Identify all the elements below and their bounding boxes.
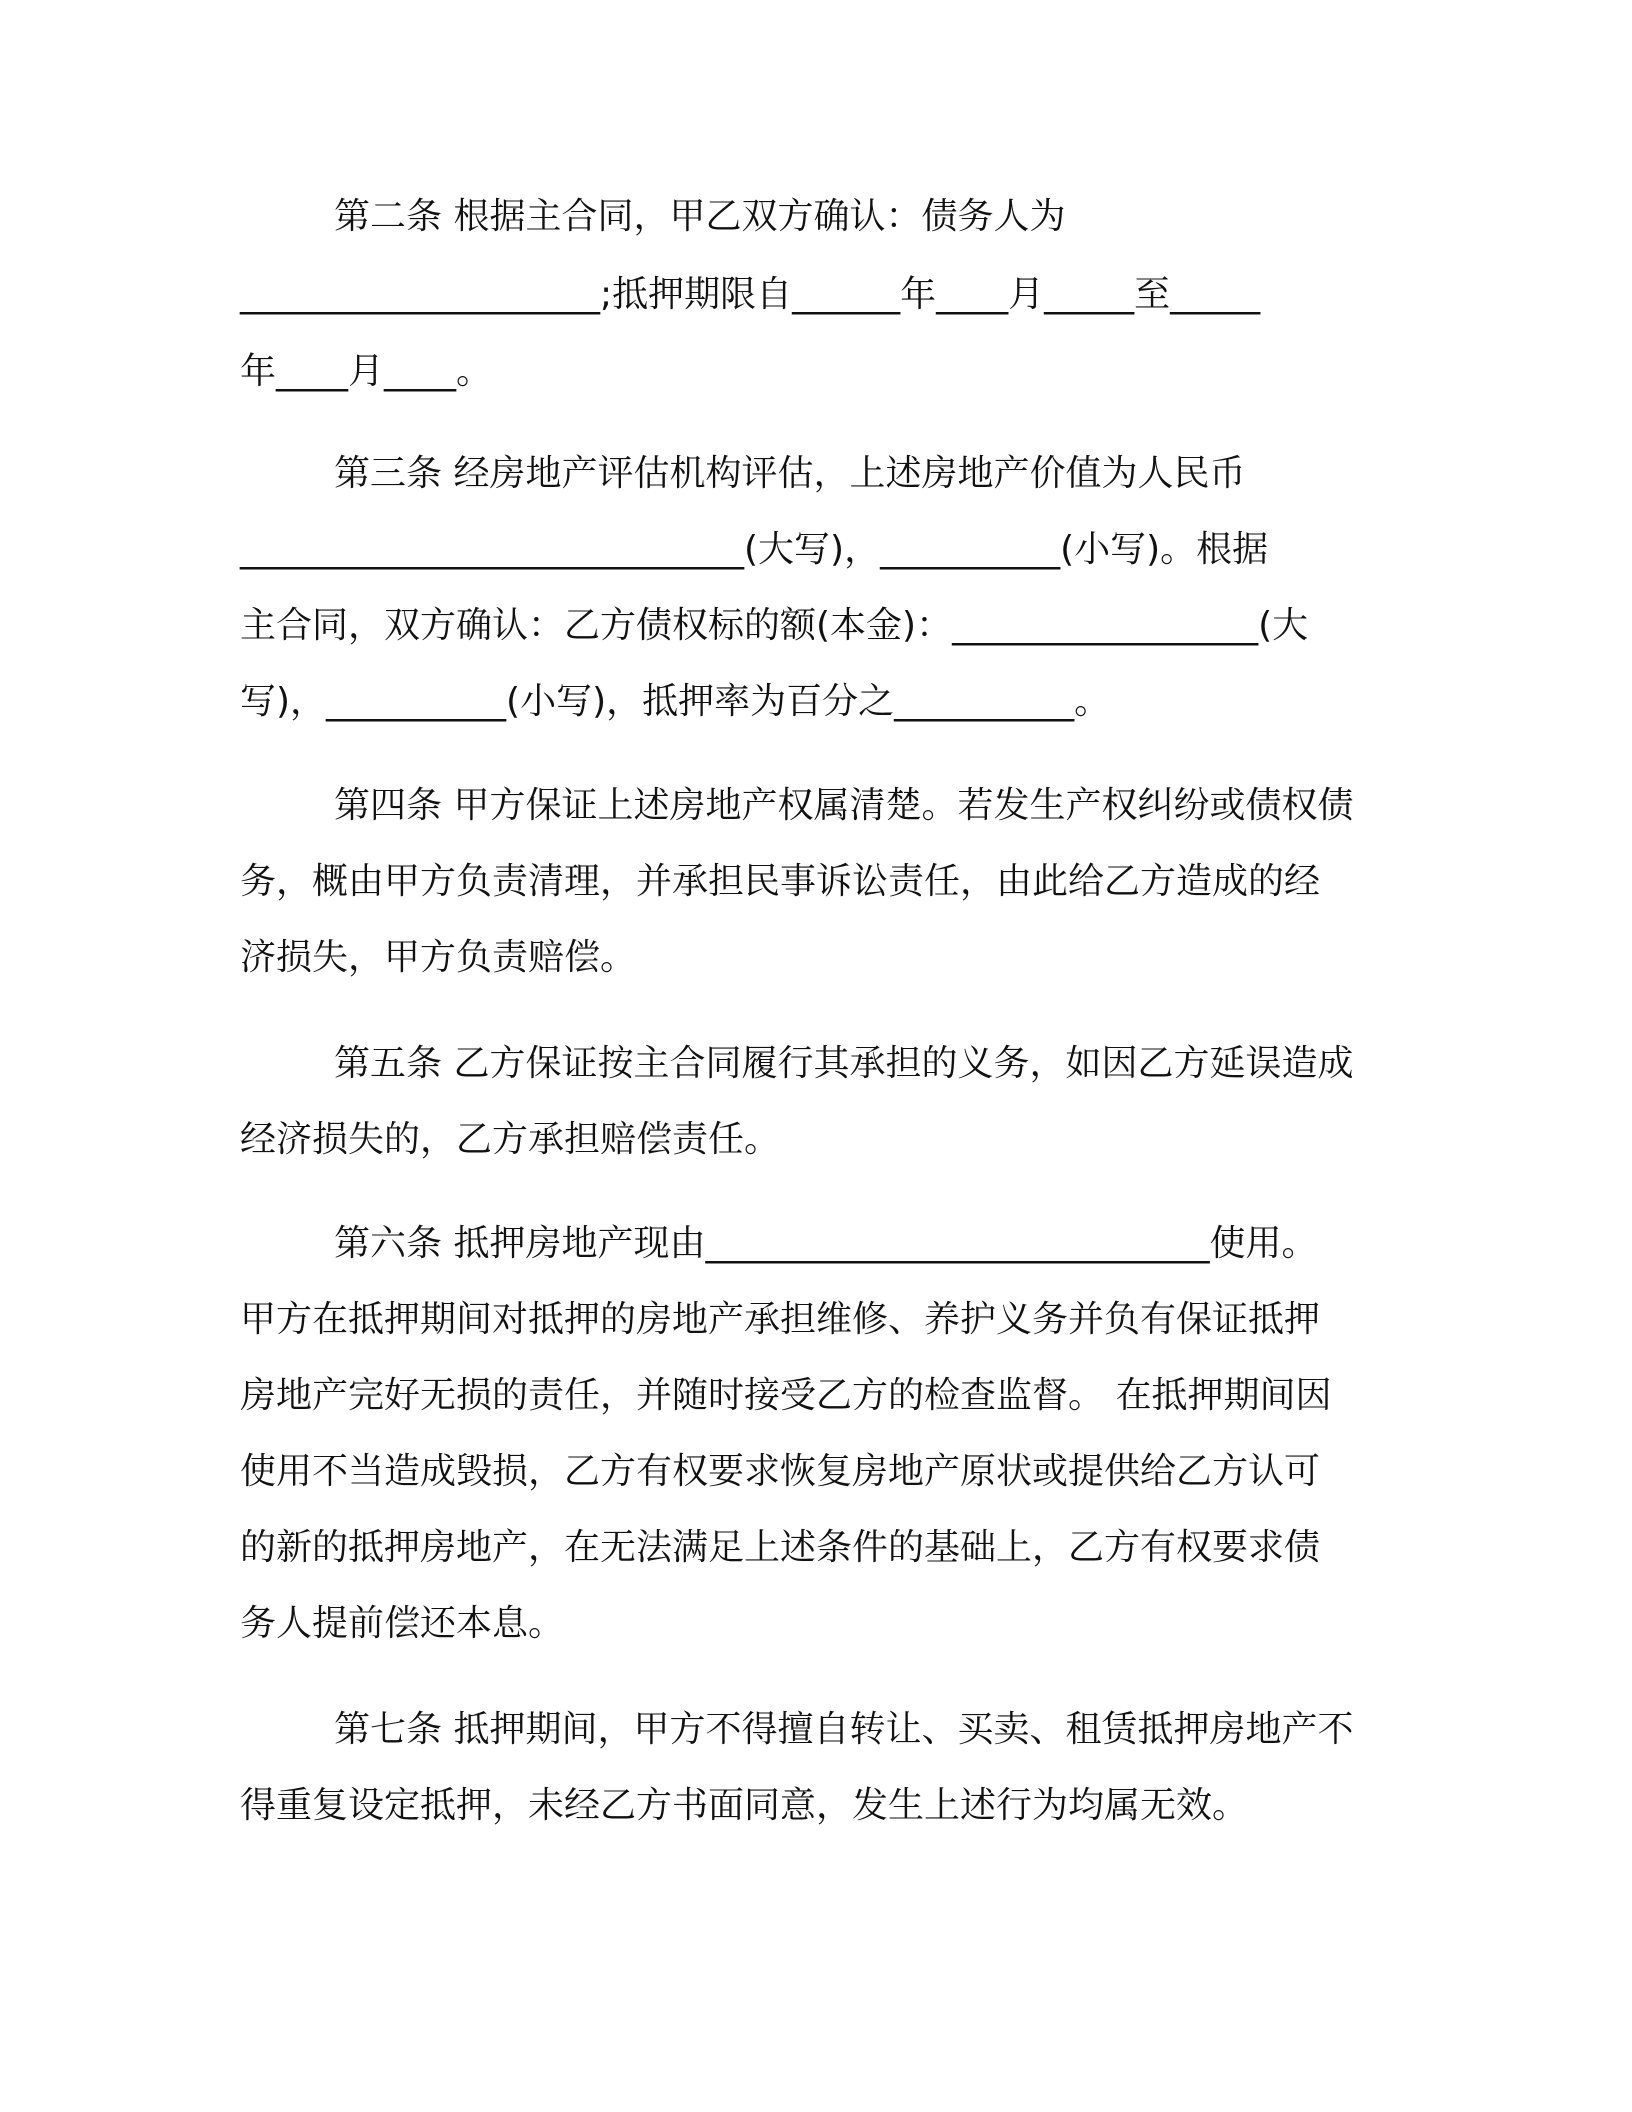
article-7-line-1: 第七条 抵押期间，甲方不得擅自转让、买卖、租赁抵押房地产不 (334, 1709, 1354, 1750)
article-3-line-2: ____________________________(大写)，__________(小写)。根据 (240, 529, 1269, 570)
article-5-line-2: 经济损失的，乙方承担赔偿责任。 (240, 1119, 781, 1160)
article-4-line-3: 济损失，甲方负责赔偿。 (240, 937, 637, 978)
article-2-line-1: 第二条 根据主合同，甲乙双方确认：债务人为 (334, 196, 1066, 237)
article-7-line-2: 得重复设定抵押，未经乙方书面同意，发生上述行为均属无效。 (240, 1785, 1249, 1826)
article-6-line-6: 务人提前偿还本息。 (240, 1603, 565, 1644)
article-4-line-1: 第四条 甲方保证上述房地产权属清楚。若发生产权纠纷或债权债 (334, 785, 1354, 826)
article-6-line-2: 甲方在抵押期间对抵押的房地产承担维修、养护义务并负有保证抵押 (240, 1299, 1321, 1340)
article-6-line-3: 房地产完好无损的责任，并随时接受乙方的检查监督。 在抵押期间因 (240, 1375, 1332, 1416)
article-6-line-4: 使用不当造成毁损，乙方有权要求恢复房地产原状或提供给乙方认可 (240, 1451, 1321, 1492)
article-3-line-3: 主合同，双方确认：乙方债权标的额(本金)：_________________(大 (240, 605, 1309, 646)
article-2-line-3: 年____月____。 (240, 351, 493, 392)
article-6-line-5: 的新的抵押房地产，在无法满足上述条件的基础上，乙方有权要求债 (240, 1527, 1321, 1568)
article-3-line-4: 写)，__________(小写)，抵押率为百分之__________。 (240, 681, 1111, 722)
article-2-line-2: ____________________;抵押期限自______年____月_____至_____ (240, 274, 1261, 315)
article-4-line-2: 务，概由甲方负责清理，并承担民事诉讼责任，由此给乙方造成的经 (240, 861, 1321, 902)
article-3-line-1: 第三条 经房地产评估机构评估，上述房地产价值为人民币 (334, 453, 1246, 494)
article-5-line-1: 第五条 乙方保证按主合同履行其承担的义务，如因乙方延误造成 (334, 1043, 1354, 1084)
article-6-line-1: 第六条 抵押房地产现由____________________________使用。 (334, 1223, 1318, 1264)
